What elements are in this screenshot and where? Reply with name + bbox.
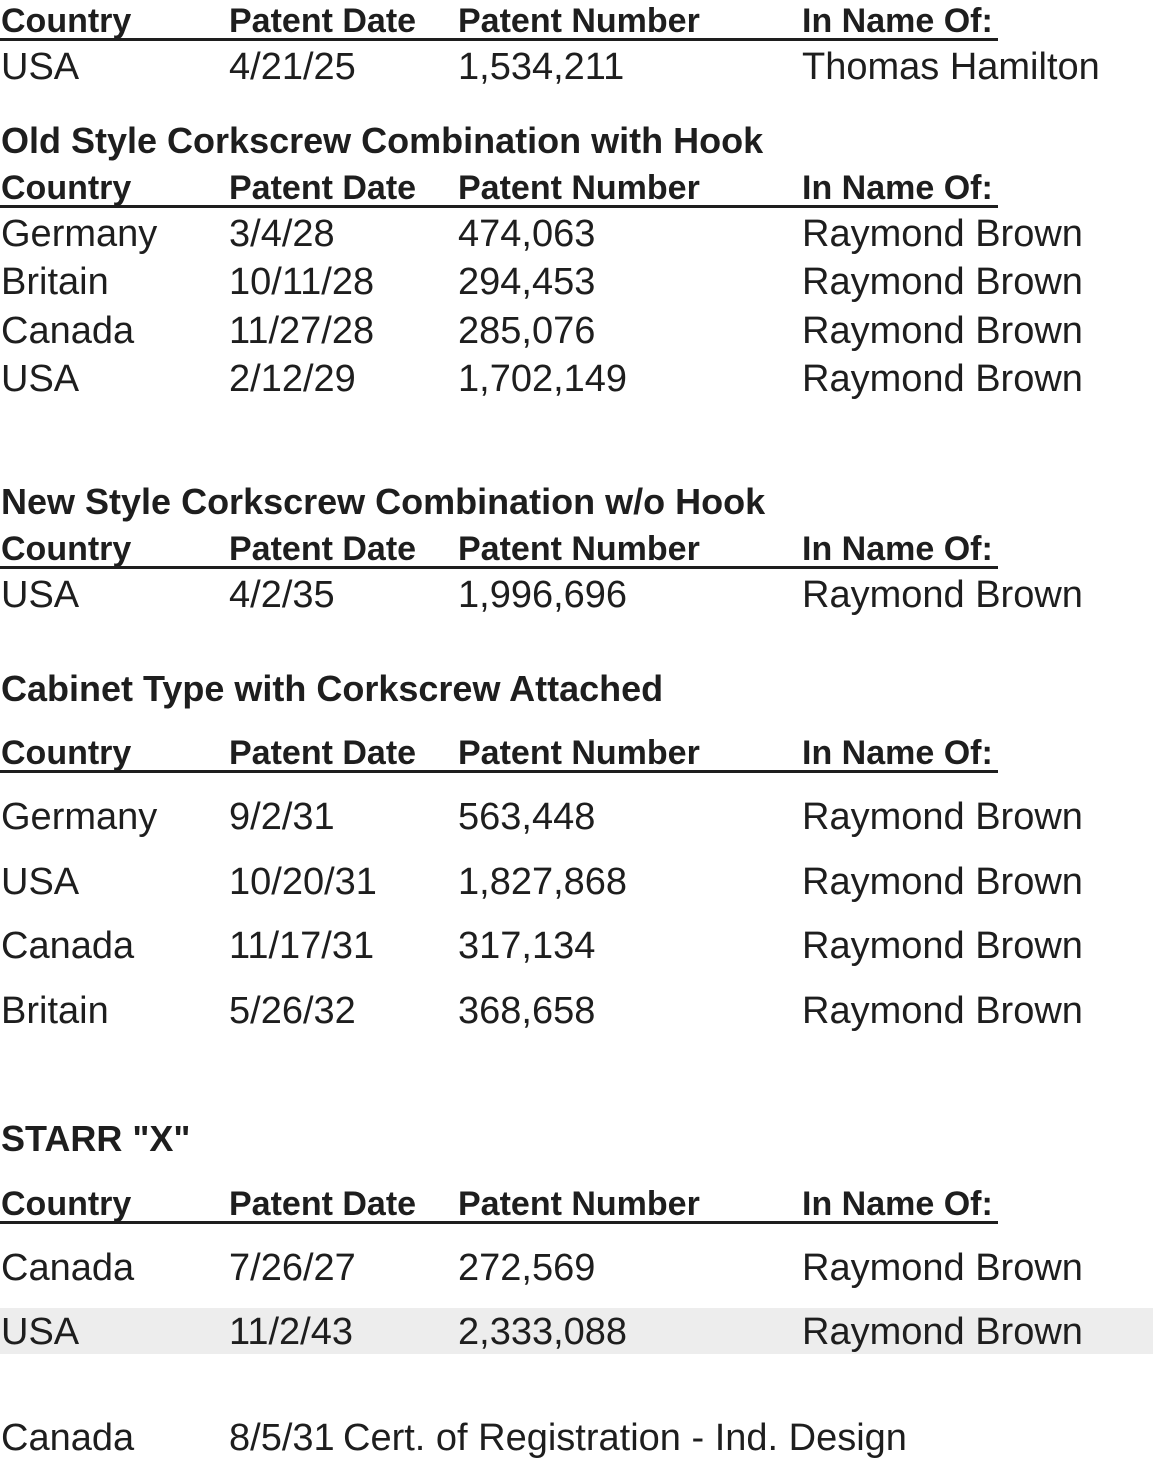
cell-number: 474,063: [458, 213, 596, 255]
cell-number: 1,996,696: [458, 574, 628, 616]
footer-description: Cert. of Registration - Ind. Design: [343, 1417, 907, 1459]
header-divider: [0, 770, 998, 773]
cell-number: 1,827,868: [458, 861, 628, 903]
cell-number: 1,534,211: [458, 46, 625, 88]
cell-number: 2,333,088: [458, 1311, 628, 1353]
header-divider: [0, 205, 998, 208]
header-patent-date: Patent Date: [229, 734, 417, 772]
cell-number: 272,569: [458, 1247, 596, 1289]
header-in-name-of: In Name Of:: [802, 530, 993, 568]
cell-date: 9/2/31: [229, 796, 335, 838]
header-in-name-of: In Name Of:: [802, 2, 993, 40]
footer-date: 8/5/31: [229, 1417, 335, 1459]
cell-name: Raymond Brown: [802, 861, 1083, 903]
cell-country: Canada: [1, 310, 135, 352]
footer-country: Canada: [1, 1417, 135, 1459]
header-patent-number: Patent Number: [458, 530, 700, 568]
section-title: New Style Corkscrew Combination w/o Hook: [1, 481, 766, 522]
cell-country: USA: [1, 358, 80, 400]
cell-date: 10/20/31: [229, 861, 377, 903]
header-patent-date: Patent Date: [229, 169, 417, 207]
header-in-name-of: In Name Of:: [802, 734, 993, 772]
header-country: Country: [1, 169, 132, 207]
cell-date: 11/27/28: [229, 310, 375, 352]
cell-name: Raymond Brown: [802, 358, 1083, 400]
cell-name: Raymond Brown: [802, 574, 1083, 616]
header-divider: [0, 566, 998, 569]
section-title: Cabinet Type with Corkscrew Attached: [1, 668, 664, 709]
cell-name: Raymond Brown: [802, 925, 1083, 967]
cell-name: Thomas Hamilton: [802, 46, 1100, 88]
header-divider: [0, 1221, 998, 1224]
cell-number: 294,453: [458, 261, 596, 303]
header-patent-number: Patent Number: [458, 2, 700, 40]
header-country: Country: [1, 2, 132, 40]
cell-country: Canada: [1, 1247, 135, 1289]
header-in-name-of: In Name Of:: [802, 169, 993, 207]
header-country: Country: [1, 734, 132, 772]
section-title: Old Style Corkscrew Combination with Hook: [1, 120, 764, 161]
cell-number: 563,448: [458, 796, 596, 838]
cell-country: Germany: [1, 213, 158, 255]
cell-date: 11/2/43: [229, 1311, 353, 1353]
cell-date: 3/4/28: [229, 213, 335, 255]
header-patent-number: Patent Number: [458, 1185, 700, 1223]
cell-country: USA: [1, 861, 80, 903]
header-patent-date: Patent Date: [229, 530, 417, 568]
cell-country: Germany: [1, 796, 158, 838]
cell-number: 368,658: [458, 990, 596, 1032]
cell-name: Raymond Brown: [802, 1311, 1083, 1353]
header-divider: [0, 38, 998, 41]
cell-number: 1,702,149: [458, 358, 628, 400]
cell-country: USA: [1, 1311, 80, 1353]
cell-date: 5/26/32: [229, 990, 356, 1032]
header-patent-date: Patent Date: [229, 1185, 417, 1223]
cell-number: 317,134: [458, 925, 596, 967]
header-patent-number: Patent Number: [458, 734, 700, 772]
cell-date: 11/17/31: [229, 925, 375, 967]
cell-number: 285,076: [458, 310, 596, 352]
cell-name: Raymond Brown: [802, 796, 1083, 838]
cell-country: USA: [1, 46, 80, 88]
section-title: STARR "X": [1, 1118, 191, 1159]
cell-name: Raymond Brown: [802, 1247, 1083, 1289]
cell-name: Raymond Brown: [802, 990, 1083, 1032]
cell-country: Britain: [1, 261, 109, 303]
header-patent-date: Patent Date: [229, 2, 417, 40]
cell-country: Britain: [1, 990, 109, 1032]
cell-date: 4/21/25: [229, 46, 356, 88]
cell-name: Raymond Brown: [802, 310, 1083, 352]
cell-country: Canada: [1, 925, 135, 967]
cell-date: 7/26/27: [229, 1247, 356, 1289]
cell-date: 4/2/35: [229, 574, 335, 616]
header-country: Country: [1, 530, 132, 568]
cell-date: 10/11/28: [229, 261, 375, 303]
cell-date: 2/12/29: [229, 358, 356, 400]
header-patent-number: Patent Number: [458, 169, 700, 207]
cell-country: USA: [1, 574, 80, 616]
header-country: Country: [1, 1185, 132, 1223]
header-in-name-of: In Name Of:: [802, 1185, 993, 1223]
cell-name: Raymond Brown: [802, 261, 1083, 303]
cell-name: Raymond Brown: [802, 213, 1083, 255]
